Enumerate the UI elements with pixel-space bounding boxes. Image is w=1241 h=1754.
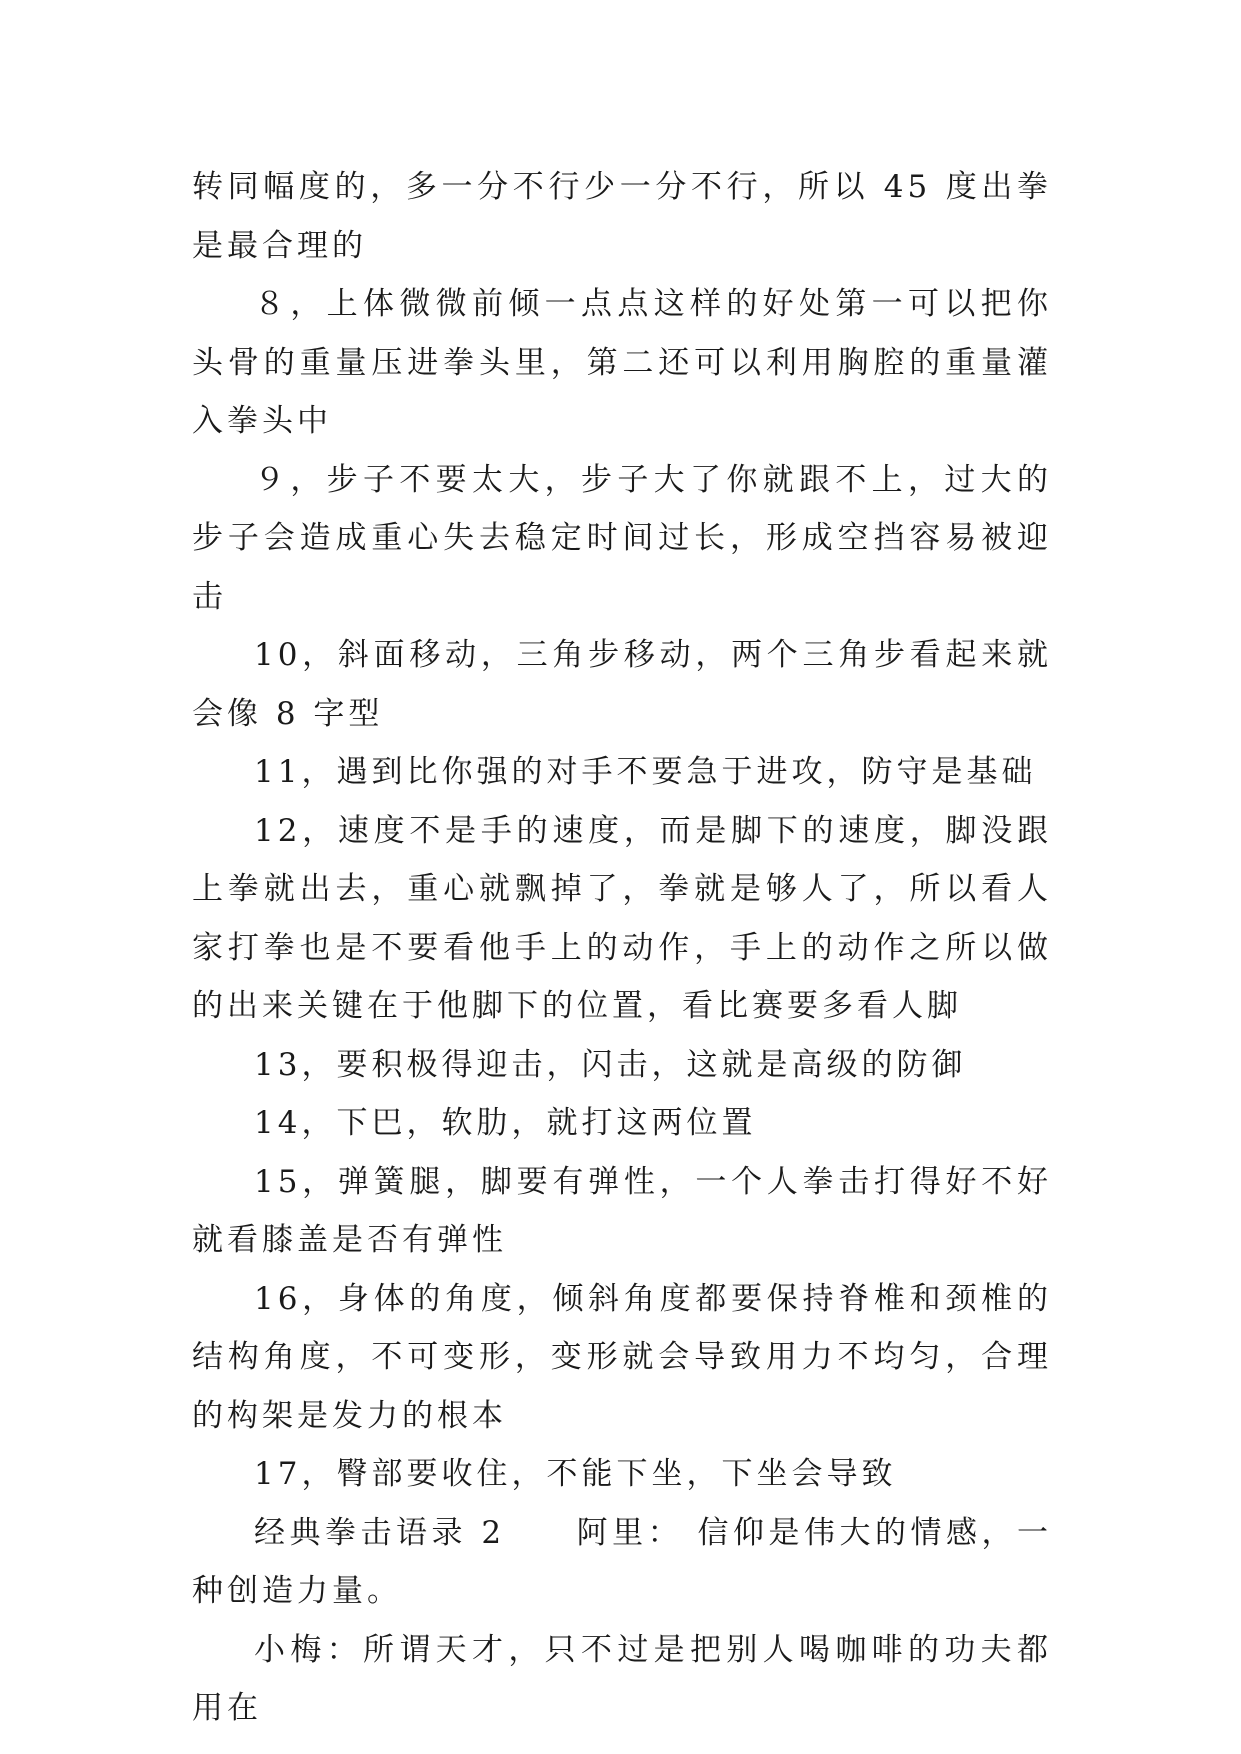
paragraph-5: 11，遇到比你强的对手不要急于进攻，防守是基础 [254,754,1037,790]
paragraph-13: 小梅：所谓天才，只不过是把别人喝咖啡的功夫都用在 [192,1631,1052,1726]
paragraph-4: 10，斜面移动，三角步移动，两个三角步看起来就会像 8 字型 [192,637,1052,732]
document-body [192,158,1052,1738]
paragraph-11: 17，臀部要收住，不能下坐，下坐会导致 [254,1456,897,1492]
paragraph-8: 14，下巴，软肋，就打这两位置 [254,1105,757,1141]
paragraph-9: 15，弹簧腿，脚要有弹性，一个人拳击打得好不好就看膝盖是否有弹性 [192,1163,1052,1258]
paragraph-7: 13，要积极得迎击，闪击，这就是高级的防御 [254,1046,967,1083]
paragraph-2: ８，上体微微前倾一点点这样的好处第一可以把你头骨的重量压进拳头里，第二还可以利用胸腔的重量灌入拳头中 [192,286,1052,439]
paragraph-10: 16，身体的角度，倾斜角度都要保持脊椎和颈椎的结构角度，不可变形，变形就会导致用力不均匀，合理的构架是发力的根本 [192,1280,1052,1434]
paragraph-3: ９，步子不要太大，步子大了你就跟不上，过大的步子会造成重心失去稳定时间过长，形成空挡容易被迎击 [192,461,1052,615]
paragraph-12: 经典拳击语录 2 阿里： 信仰是伟大的情感，一种创造力量。 [192,1514,1052,1609]
paragraph-6: 12，速度不是手的速度，而是脚下的速度，脚没跟上拳就出去，重心就飘掉了，拳就是够人了，所以看人家打拳也是不要看他手上的动作，手上的动作之所以做的出来关键在于他脚下的位置，看比赛要多看人脚 [192,812,1052,1024]
paragraph-1: 转同幅度的，多一分不行少一分不行，所以 45 度出拳是最合理的 [192,169,1052,264]
